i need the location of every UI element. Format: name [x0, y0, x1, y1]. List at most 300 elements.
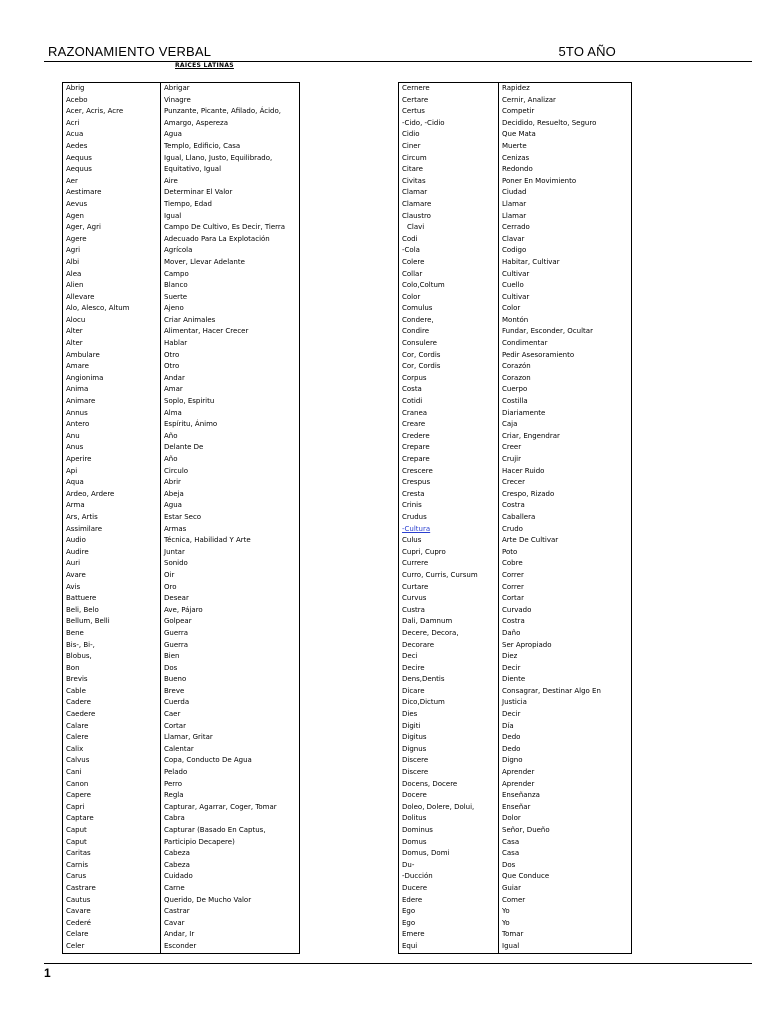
meaning-cell: Aire: [161, 176, 300, 188]
latin-root-cell: Beli, Belo: [63, 605, 161, 617]
table-row: [63, 350, 300, 362]
latin-root-cell: Abrig: [63, 83, 161, 95]
table-row: [399, 269, 632, 281]
table-row: [399, 779, 632, 791]
table-row: [399, 883, 632, 895]
latin-root-cell: Docens, Docere: [399, 779, 499, 791]
table-row: [399, 164, 632, 176]
meaning-cell: Agua: [161, 500, 300, 512]
meaning-cell: Cenizas: [499, 153, 632, 165]
table-row: [399, 280, 632, 292]
latin-root-cell: Anu: [63, 431, 161, 443]
meaning-cell: Año: [161, 431, 300, 443]
meaning-cell: Punzante, Picante, Afilado, Ácido,: [161, 106, 300, 118]
table-row: [399, 663, 632, 675]
meaning-cell: Regla: [161, 790, 300, 802]
meaning-cell: Caer: [161, 709, 300, 721]
latin-root-cell: Agen: [63, 211, 161, 223]
table-row: [399, 419, 632, 431]
meaning-cell: Montón: [499, 315, 632, 327]
latin-root-cell: Edere: [399, 895, 499, 907]
latin-root-cell: Aedes: [63, 141, 161, 153]
meaning-cell: Hacer Ruido: [499, 466, 632, 478]
section-subtitle: RAICES LATINAS: [175, 62, 234, 69]
meaning-cell: Andar, Ir: [161, 929, 300, 941]
table-row: [399, 222, 632, 234]
meaning-cell: Justicia: [499, 697, 632, 709]
meaning-cell: Poto: [499, 547, 632, 559]
latin-root-cell: Deci: [399, 651, 499, 663]
table-row: [399, 582, 632, 594]
meaning-cell: Suerte: [161, 292, 300, 304]
latin-root-cell: Caput: [63, 837, 161, 849]
latin-root-cell: Carus: [63, 871, 161, 883]
table-row: [63, 141, 300, 153]
table-row: [63, 860, 300, 872]
table-row: [399, 315, 632, 327]
meaning-cell: Técnica, Habilidad Y Arte: [161, 535, 300, 547]
latin-root-cell: Credere: [399, 431, 499, 443]
meaning-cell: Comer: [499, 895, 632, 907]
latin-root-cell: Castrare: [63, 883, 161, 895]
latin-root-cell: Cadere: [63, 697, 161, 709]
meaning-cell: Cultivar: [499, 292, 632, 304]
meaning-cell: Enseñar: [499, 802, 632, 814]
table-row: [63, 941, 300, 953]
meaning-cell: Habitar, Cultivar: [499, 257, 632, 269]
table-row: [63, 303, 300, 315]
table-row: [399, 732, 632, 744]
latin-root-cell: Crudus: [399, 512, 499, 524]
latin-root-cell: Digitus: [399, 732, 499, 744]
table-row: [63, 616, 300, 628]
meaning-cell: Ave, Pájaro: [161, 605, 300, 617]
meaning-cell: Cuello: [499, 280, 632, 292]
table-row: [399, 918, 632, 930]
table-row: [63, 813, 300, 825]
meaning-cell: Breve: [161, 686, 300, 698]
latin-root-cell: Aqua: [63, 477, 161, 489]
table-row: [63, 570, 300, 582]
meaning-cell: Equitativo, Igual: [161, 164, 300, 176]
table-row: [399, 848, 632, 860]
meaning-cell: Tiempo, Edad: [161, 199, 300, 211]
table-row: [399, 442, 632, 454]
meaning-cell: Otro: [161, 350, 300, 362]
meaning-cell: Armas: [161, 524, 300, 536]
table-row: [399, 674, 632, 686]
latin-root-cell: Discere: [399, 755, 499, 767]
latin-root-cell: Audire: [63, 547, 161, 559]
meaning-cell: Decidido, Resuelto, Seguro: [499, 118, 632, 130]
meaning-cell: Costilla: [499, 396, 632, 408]
table-row: [399, 593, 632, 605]
table-row: [399, 767, 632, 779]
table-row: [63, 605, 300, 617]
meaning-cell: Dos: [499, 860, 632, 872]
meaning-cell: Igual: [499, 941, 632, 953]
latin-root-cell: Cupri, Cupro: [399, 547, 499, 559]
meaning-cell: Guerra: [161, 628, 300, 640]
table-row: [63, 895, 300, 907]
table-row: [63, 176, 300, 188]
table-row: [399, 640, 632, 652]
table-row: [399, 825, 632, 837]
latin-root-cell: Avare: [63, 570, 161, 582]
latin-root-cell: Auri: [63, 558, 161, 570]
table-row: [63, 524, 300, 536]
latin-root-cell: Condere,: [399, 315, 499, 327]
latin-root-cell: Corpus: [399, 373, 499, 385]
latin-root-cell: Api: [63, 466, 161, 478]
latin-root-cell: Claustro: [399, 211, 499, 223]
latin-root-cell: Ciner: [399, 141, 499, 153]
latin-root-cell: Assimilare: [63, 524, 161, 536]
latin-root-cell: Alter: [63, 338, 161, 350]
meaning-cell: Soplo, Espiritu: [161, 396, 300, 408]
latin-root-cell: Costa: [399, 384, 499, 396]
latin-root-cell: Cotidi: [399, 396, 499, 408]
table-row: [399, 350, 632, 362]
meaning-cell: Abeja: [161, 489, 300, 501]
meaning-cell: Ciudad: [499, 187, 632, 199]
latin-root-cell: Audio: [63, 535, 161, 547]
table-row: [399, 326, 632, 338]
table-row: [399, 697, 632, 709]
meaning-cell: Llamar: [499, 199, 632, 211]
meaning-cell: Hablar: [161, 338, 300, 350]
table-row: [63, 871, 300, 883]
latin-root-cell: Calare: [63, 721, 161, 733]
table-row: [399, 211, 632, 223]
document-title: RAZONAMIENTO VERBAL: [48, 44, 212, 59]
table-row: [63, 558, 300, 570]
meaning-cell: Costra: [499, 616, 632, 628]
meaning-cell: Perro: [161, 779, 300, 791]
table-row: [63, 721, 300, 733]
latin-root-cell: Aevus: [63, 199, 161, 211]
meaning-cell: Fundar, Esconder, Ocultar: [499, 326, 632, 338]
meaning-cell: Codigo: [499, 245, 632, 257]
table-row: [63, 269, 300, 281]
table-row: [399, 118, 632, 130]
meaning-cell: Copa, Conducto De Agua: [161, 755, 300, 767]
meaning-cell: Día: [499, 721, 632, 733]
meaning-cell: Otro: [161, 361, 300, 373]
latin-root-cell: Creare: [399, 419, 499, 431]
table-row: [63, 744, 300, 756]
meaning-cell: Aprender: [499, 779, 632, 791]
latin-root-cell: Comulus: [399, 303, 499, 315]
latin-root-cell: Brevis: [63, 674, 161, 686]
latin-root-cell: Amare: [63, 361, 161, 373]
latin-root-cell: Dens,Dentis: [399, 674, 499, 686]
meaning-cell: Clavar: [499, 234, 632, 246]
latin-root-cell: Dicare: [399, 686, 499, 698]
meaning-cell: Cultivar: [499, 269, 632, 281]
table-row: [63, 640, 300, 652]
meaning-cell: Golpear: [161, 616, 300, 628]
table-row: [399, 257, 632, 269]
table-row: [399, 709, 632, 721]
meaning-cell: Creer: [499, 442, 632, 454]
latin-root-cell: Avis: [63, 582, 161, 594]
meaning-cell: Cabra: [161, 813, 300, 825]
table-row: [63, 582, 300, 594]
meaning-cell: Alma: [161, 408, 300, 420]
latin-root-cell: Dominus: [399, 825, 499, 837]
meaning-cell: Vinagre: [161, 95, 300, 107]
latin-root-cell: Bon: [63, 663, 161, 675]
latin-root-cell: Curro, Curris, Cursum: [399, 570, 499, 582]
latin-root-cell: Decorare: [399, 640, 499, 652]
meaning-cell: Cernir, Analizar: [499, 95, 632, 107]
latin-root-cell: Aequus: [63, 164, 161, 176]
table-row: [63, 338, 300, 350]
meaning-cell: Templo, Edificio, Casa: [161, 141, 300, 153]
table-row: [63, 442, 300, 454]
meaning-cell: Igual: [161, 211, 300, 223]
table-row: [63, 164, 300, 176]
meaning-cell: Que Conduce: [499, 871, 632, 883]
table-row: [399, 813, 632, 825]
table-row: [399, 570, 632, 582]
meaning-cell: Agrícola: [161, 245, 300, 257]
table-row: [63, 663, 300, 675]
latin-root-cell: Culus: [399, 535, 499, 547]
latin-root-cell: Celare: [63, 929, 161, 941]
latin-root-link[interactable]: -Cultura: [399, 524, 499, 536]
table-row: [63, 790, 300, 802]
latin-root-cell: Caritas: [63, 848, 161, 860]
meaning-cell: Que Mata: [499, 129, 632, 141]
table-row: [63, 512, 300, 524]
meaning-cell: Blanco: [161, 280, 300, 292]
meaning-cell: Capturar (Basado En Captus,: [161, 825, 300, 837]
latin-root-cell: Consulere: [399, 338, 499, 350]
latin-root-cell: Bellum, Belli: [63, 616, 161, 628]
table-row: [63, 489, 300, 501]
meaning-cell: Cabeza: [161, 860, 300, 872]
meaning-cell: Dos: [161, 663, 300, 675]
meaning-cell: Alimentar, Hacer Crecer: [161, 326, 300, 338]
table-row: [63, 929, 300, 941]
latin-root-cell: Ars, Artis: [63, 512, 161, 524]
table-row: [399, 628, 632, 640]
table-row: [63, 918, 300, 930]
meaning-cell: Muerte: [499, 141, 632, 153]
latin-root-cell: Annus: [63, 408, 161, 420]
latin-root-cell: Ardeo, Ardere: [63, 489, 161, 501]
table-row: [63, 373, 300, 385]
table-row: [63, 408, 300, 420]
meaning-cell: Cuerda: [161, 697, 300, 709]
table-row: [63, 674, 300, 686]
page-number: 1: [44, 966, 51, 980]
latin-root-cell: Calvus: [63, 755, 161, 767]
table-row: [63, 292, 300, 304]
latin-root-cell: Ducere: [399, 883, 499, 895]
latin-root-cell: Civitas: [399, 176, 499, 188]
table-row: [63, 153, 300, 165]
meaning-cell: Campo De Cultivo, Es Decir, Tierra: [161, 222, 300, 234]
table-row: [399, 431, 632, 443]
meaning-cell: Diez: [499, 651, 632, 663]
table-row: [399, 512, 632, 524]
table-row: [399, 106, 632, 118]
table-row: [63, 361, 300, 373]
latin-root-cell: Cor, Cordis: [399, 350, 499, 362]
table-row: [399, 176, 632, 188]
meaning-cell: Castrar: [161, 906, 300, 918]
latin-root-cell: Currere: [399, 558, 499, 570]
meaning-cell: Cavar: [161, 918, 300, 930]
table-row: [399, 929, 632, 941]
meaning-cell: Circulo: [161, 466, 300, 478]
latin-root-cell: Du-: [399, 860, 499, 872]
table-row: [63, 95, 300, 107]
meaning-cell: Decir: [499, 709, 632, 721]
latin-root-cell: Ego: [399, 918, 499, 930]
latin-root-cell: -Cido, -Cidio: [399, 118, 499, 130]
latin-root-cell: Clamare: [399, 199, 499, 211]
table-row: [399, 802, 632, 814]
latin-root-cell: Alien: [63, 280, 161, 292]
latin-root-cell: Acua: [63, 129, 161, 141]
table-row: [63, 825, 300, 837]
page-header: [48, 44, 752, 62]
meaning-cell: Llamar: [499, 211, 632, 223]
table-row: [399, 234, 632, 246]
meaning-cell: Agua: [161, 129, 300, 141]
latin-root-cell: Caput: [63, 825, 161, 837]
meaning-cell: Cuidado: [161, 871, 300, 883]
table-row: [63, 431, 300, 443]
meaning-cell: Yo: [499, 918, 632, 930]
meaning-cell: Casa: [499, 848, 632, 860]
table-row: [399, 303, 632, 315]
meaning-cell: Criar, Engendrar: [499, 431, 632, 443]
latin-root-cell: Cani: [63, 767, 161, 779]
table-row: [399, 129, 632, 141]
latin-root-cell: Clamar: [399, 187, 499, 199]
table-row: [399, 408, 632, 420]
latin-root-cell: Discere: [399, 767, 499, 779]
latin-root-cell: Cautus: [63, 895, 161, 907]
meaning-cell: Dolor: [499, 813, 632, 825]
meaning-cell: Cortar: [161, 721, 300, 733]
table-row: [399, 686, 632, 698]
table-row: [63, 802, 300, 814]
latin-root-cell: -Ducción: [399, 871, 499, 883]
meaning-cell: Año: [161, 454, 300, 466]
table-row: [399, 245, 632, 257]
latin-root-cell: Colo,Coltum: [399, 280, 499, 292]
meaning-cell: Cuerpo: [499, 384, 632, 396]
latin-root-cell: Ager, Agri: [63, 222, 161, 234]
latin-root-cell: -Cola: [399, 245, 499, 257]
grade-label: 5TO AÑO: [558, 44, 616, 59]
latin-root-cell: Dignus: [399, 744, 499, 756]
meaning-cell: Daño: [499, 628, 632, 640]
table-row: [63, 106, 300, 118]
meaning-cell: Corazón: [499, 361, 632, 373]
table-row: [399, 361, 632, 373]
meaning-cell: Participio Decapere): [161, 837, 300, 849]
meaning-cell: Calentar: [161, 744, 300, 756]
latin-root-cell: Aperire: [63, 454, 161, 466]
table-row: [399, 721, 632, 733]
table-row: [63, 384, 300, 396]
meaning-cell: Señor, Dueño: [499, 825, 632, 837]
meaning-cell: Decir: [499, 663, 632, 675]
table-row: [63, 755, 300, 767]
meaning-cell: Diariamente: [499, 408, 632, 420]
table-row: [399, 605, 632, 617]
latin-root-cell: Crepare: [399, 442, 499, 454]
latin-root-cell: Blobus,: [63, 651, 161, 663]
table-row: [399, 384, 632, 396]
latin-root-cell: Anima: [63, 384, 161, 396]
table-row: [399, 871, 632, 883]
meaning-cell: Crudo: [499, 524, 632, 536]
meaning-cell: Yo: [499, 906, 632, 918]
table-row: [399, 153, 632, 165]
latin-root-cell: Crespus: [399, 477, 499, 489]
latin-root-cell: Docere: [399, 790, 499, 802]
meaning-cell: Querido, De Mucho Valor: [161, 895, 300, 907]
latin-root-cell: Capri: [63, 802, 161, 814]
table-row: [63, 466, 300, 478]
latin-root-cell: Domus: [399, 837, 499, 849]
table-row: [399, 500, 632, 512]
meaning-cell: Rapidez: [499, 83, 632, 95]
meaning-cell: Oro: [161, 582, 300, 594]
meaning-cell: Condimentar: [499, 338, 632, 350]
latin-root-cell: Bene: [63, 628, 161, 640]
latin-root-cell: Arma: [63, 500, 161, 512]
header-divider: [44, 61, 752, 62]
table-row: [399, 895, 632, 907]
table-row: [63, 779, 300, 791]
latin-root-cell: Color: [399, 292, 499, 304]
latin-root-cell: Aestimare: [63, 187, 161, 199]
table-row: [63, 697, 300, 709]
meaning-cell: Arte De Cultivar: [499, 535, 632, 547]
table-row: [399, 651, 632, 663]
table-row: [63, 709, 300, 721]
meaning-cell: Crujir: [499, 454, 632, 466]
latin-root-cell: Captare: [63, 813, 161, 825]
meaning-cell: Abrigar: [161, 83, 300, 95]
latin-root-cell: Digiti: [399, 721, 499, 733]
latin-root-cell: Antero: [63, 419, 161, 431]
latin-root-cell: Cable: [63, 686, 161, 698]
table-row: [399, 755, 632, 767]
table-row: [63, 245, 300, 257]
meaning-cell: Guiar: [499, 883, 632, 895]
latin-root-cell: Alocu: [63, 315, 161, 327]
latin-root-cell: Equi: [399, 941, 499, 953]
latin-root-cell: Caedere: [63, 709, 161, 721]
latin-root-cell: Curtare: [399, 582, 499, 594]
latin-root-cell: Acri: [63, 118, 161, 130]
meaning-cell: Cabeza: [161, 848, 300, 860]
table-row: [63, 257, 300, 269]
meaning-cell: Crecer: [499, 477, 632, 489]
latin-root-cell: Collar: [399, 269, 499, 281]
latin-root-cell: Custra: [399, 605, 499, 617]
